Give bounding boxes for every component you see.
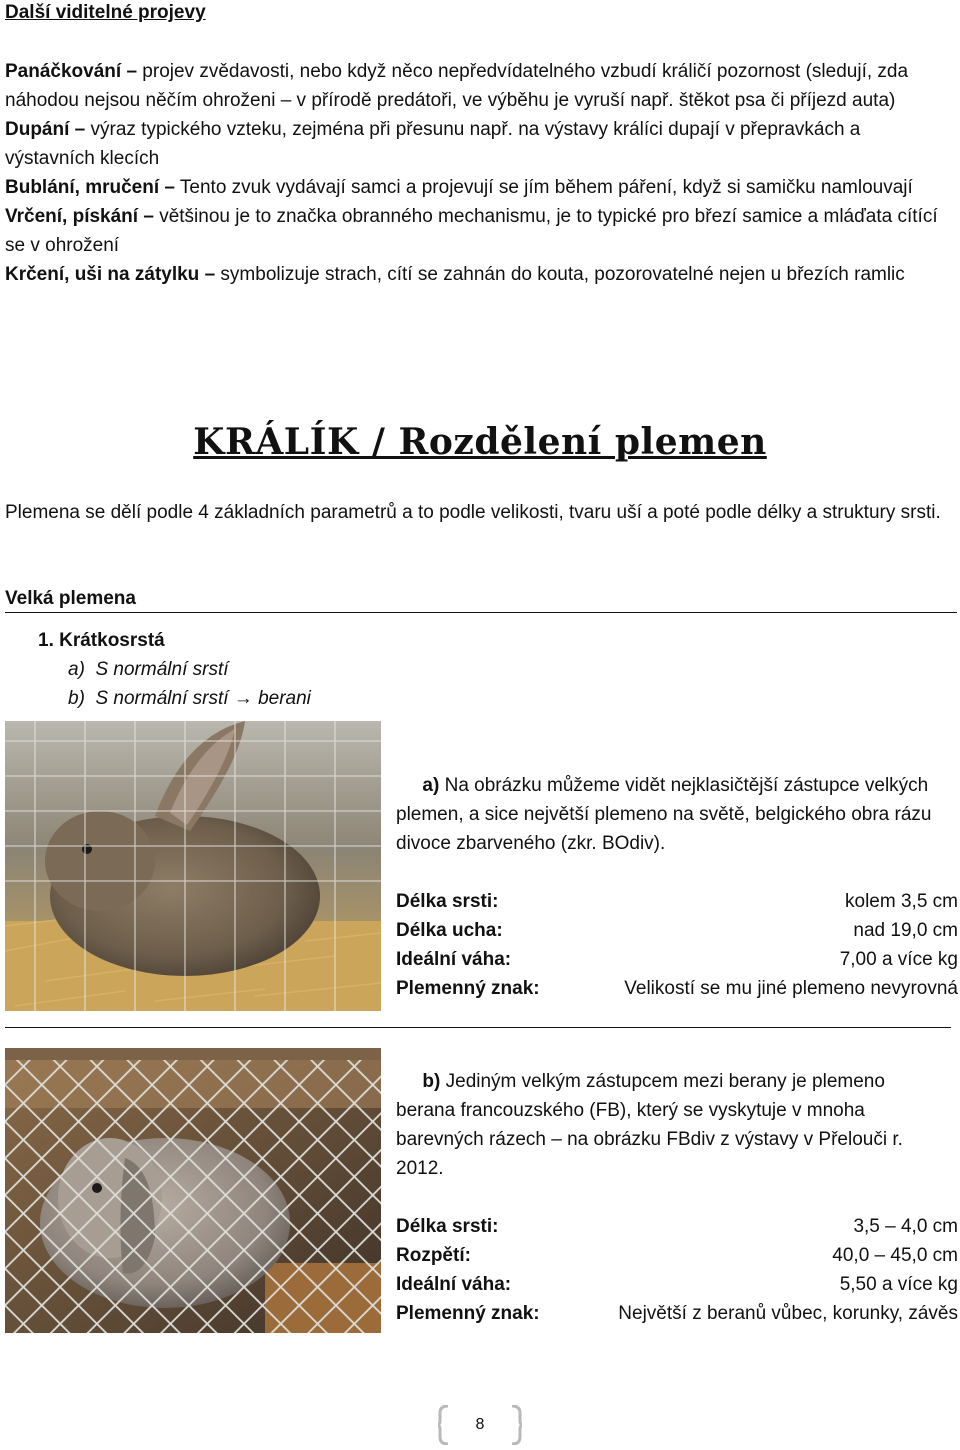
spec-label: Délka srsti: bbox=[396, 891, 499, 912]
spec-row bbox=[396, 887, 958, 916]
spec-row bbox=[396, 945, 958, 974]
sub-item-suffix: berani bbox=[258, 688, 311, 709]
breed-a-text bbox=[396, 771, 936, 858]
sub-item-marker: a) bbox=[68, 659, 85, 680]
spec-value: 7,00 a více kg bbox=[839, 949, 958, 970]
behavior-term: Bublání, mručení – bbox=[5, 177, 175, 198]
spec-row bbox=[396, 1270, 958, 1299]
section-title-large-breeds: Velká plemena bbox=[5, 586, 957, 613]
breed-b-text bbox=[396, 1067, 936, 1183]
spec-label: Délka ucha: bbox=[396, 920, 503, 941]
spec-label: Ideální váha: bbox=[396, 1274, 512, 1295]
behavior-term: Vrčení, pískání – bbox=[5, 206, 154, 227]
spec-label: Ideální váha: bbox=[396, 949, 512, 970]
behavior-term: Panáčkování – bbox=[5, 61, 138, 82]
spec-row bbox=[396, 1299, 958, 1328]
sub-item-text: S normální srstí bbox=[95, 688, 229, 709]
spec-value: nad 19,0 cm bbox=[853, 920, 958, 941]
spec-value: 3,5 – 4,0 cm bbox=[853, 1216, 958, 1237]
behavior-text: výraz typického vzteku, zejména při přesunu např. na výstavy králíci dupají v přepravkách a výstavních klecích bbox=[5, 119, 861, 169]
spec-label: Plemenný znak: bbox=[396, 978, 540, 999]
section-heading-other-effects: Další viditelné projevy bbox=[5, 2, 206, 23]
spec-value: Největší z beranů vůbec, korunky, závěs bbox=[618, 1303, 958, 1324]
sub-item-text: S normální srstí bbox=[95, 659, 229, 680]
sub-item-a bbox=[68, 655, 229, 684]
section-divider bbox=[5, 1027, 951, 1028]
spec-value: 5,50 a více kg bbox=[839, 1274, 958, 1295]
spec-label: Plemenný znak: bbox=[396, 1303, 540, 1324]
spec-value: Velikostí se mu jiné plemeno nevyrovná bbox=[624, 978, 958, 999]
spec-row bbox=[396, 1212, 958, 1241]
page-title: KRÁLÍK / Rozdělení plemen bbox=[193, 421, 767, 463]
intro-paragraph bbox=[5, 498, 950, 527]
breed-a-description-text: Na obrázku můžeme vidět nejklasičtější zástupce velkých plemen, a sice největší plemeno na světě, belgického obra rázu divoce zbarveného (zkr. BOdiv). bbox=[396, 775, 932, 854]
breed-b-specs bbox=[396, 1212, 958, 1328]
spec-row bbox=[396, 974, 958, 1003]
behavior-term: Dupání – bbox=[5, 119, 86, 140]
list-item-shorthaired: 1. Krátkosrstá bbox=[38, 630, 165, 651]
behavior-term: Krčení, uši na zátylku – bbox=[5, 264, 216, 285]
photo-french-lop-rabbit bbox=[5, 1048, 381, 1333]
behavior-item bbox=[5, 57, 955, 115]
breed-b-description bbox=[396, 1067, 936, 1183]
behavior-item bbox=[5, 202, 955, 260]
breed-a-specs bbox=[396, 887, 958, 1003]
arrow-icon: → bbox=[233, 688, 253, 709]
spec-row bbox=[396, 916, 958, 945]
behavior-item bbox=[5, 173, 955, 202]
spec-label: Rozpětí: bbox=[396, 1245, 471, 1266]
behavior-item bbox=[5, 260, 955, 289]
behavior-text: většinou je to značka obranného mechanismu, je to typické pro březí samice a mláďata cítící se v ohrožení bbox=[5, 206, 938, 256]
behavior-list bbox=[5, 57, 955, 289]
spec-label: Délka srsti: bbox=[396, 1216, 499, 1237]
behavior-item bbox=[5, 115, 955, 173]
breed-a-description bbox=[396, 771, 936, 858]
behavior-text: Tento zvuk vydávají samci a projevují se jím během páření, když si samičku namlouvají bbox=[174, 177, 913, 198]
breed-a-marker: a) bbox=[422, 775, 440, 796]
photo-belgian-giant-rabbit bbox=[5, 721, 381, 1011]
breed-b-marker: b) bbox=[422, 1071, 441, 1092]
spec-row bbox=[396, 1241, 958, 1270]
sub-item-b bbox=[68, 684, 311, 713]
breed-b-description-text: Jediným velkým zástupcem mezi berany je plemeno berana francouzského (FB), který se vyskytuje v mnoha barevných rázech – na obrázku FBdiv z výstavy v Přelouči r. 2012. bbox=[396, 1071, 903, 1179]
page-number: 8 bbox=[475, 1416, 485, 1433]
spec-value: 40,0 – 45,0 cm bbox=[832, 1245, 958, 1266]
sub-item-marker: b) bbox=[68, 688, 85, 709]
intro-text: Plemena se dělí podle 4 základních parametrů a to podle velikosti, tvaru uší a poté podle délky a struktury srsti. bbox=[5, 502, 941, 523]
spec-value: kolem 3,5 cm bbox=[845, 891, 958, 912]
behavior-text: projev zvědavosti, nebo když něco nepředvídatelného vzbudí králičí pozornost (sledují, zda náhodou nejsou něčím ohroženi – v přírodě predátoři, ve výběhu je vyruší např. štěkot psa či příjezd auta) bbox=[5, 61, 909, 111]
behavior-text: symbolizuje strach, cítí se zahnán do kouta, pozorovatelné nejen u březích ramlic bbox=[215, 264, 905, 285]
